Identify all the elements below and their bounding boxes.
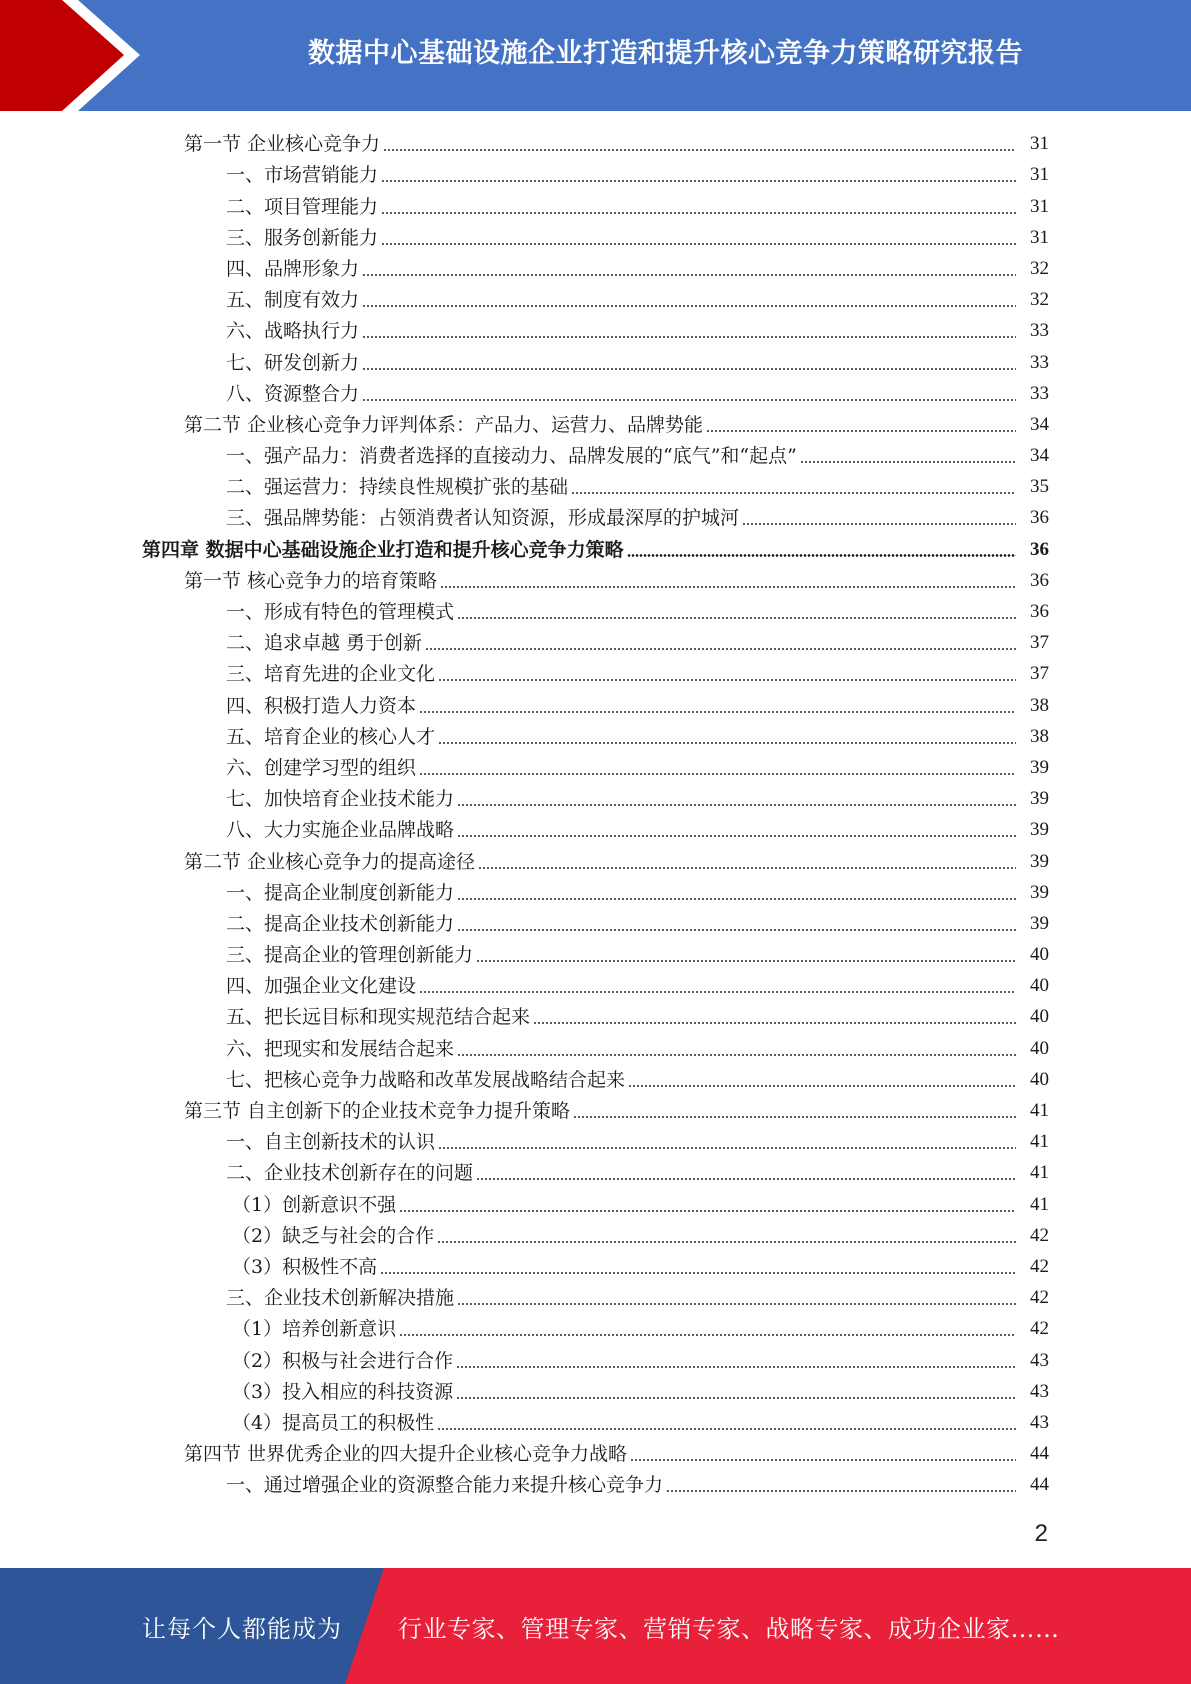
toc-entry-page: 44	[1030, 1443, 1049, 1465]
toc-entry[interactable]	[0, 408, 1191, 439]
toc-entry-title: 第三节 自主创新下的企业技术竞争力提升策略	[184, 1100, 571, 1122]
dot-leader	[628, 1085, 1016, 1087]
toc-entry-title: 三、企业技术创新解决措施	[226, 1287, 455, 1310]
dot-leader	[476, 960, 1016, 962]
report-title: 数据中心基础设施企业打造和提升核心竞争力策略研究报告	[308, 37, 1023, 69]
toc-entry-page: 44	[1030, 1474, 1049, 1496]
toc-entry-page: 41	[1030, 1193, 1049, 1215]
toc-entry[interactable]	[0, 1187, 1191, 1218]
toc-entry-page: 40	[1030, 1037, 1049, 1059]
toc-entry[interactable]	[0, 345, 1191, 376]
toc-entry-title: 二、企业技术创新存在的问题	[226, 1162, 474, 1185]
toc-entry-page: 40	[1030, 975, 1049, 997]
toc-entry-page: 31	[1030, 226, 1049, 248]
toc-entry[interactable]	[0, 813, 1191, 844]
toc-entry-title: 七、加快培育企业技术能力	[226, 788, 455, 811]
toc-entry-title: 五、把长远目标和现实规范结合起来	[226, 1006, 531, 1029]
toc-entry-page: 42	[1030, 1255, 1049, 1277]
toc-entry-page: 34	[1030, 413, 1049, 435]
toc-entry[interactable]	[0, 1281, 1191, 1312]
toc-entry-title: 一、形成有特色的管理模式	[226, 601, 455, 623]
toc-entry[interactable]	[0, 907, 1191, 938]
toc-entry[interactable]	[0, 470, 1191, 501]
toc-entry-page: 43	[1030, 1411, 1049, 1433]
dot-leader	[437, 1241, 1016, 1243]
toc-entry-title: 第一节 企业核心竞争力	[184, 133, 381, 156]
footer-slogan-left: 让每个人都能成为	[142, 1614, 342, 1643]
dot-leader	[362, 399, 1016, 401]
dot-leader	[438, 1147, 1016, 1149]
toc-entry-page: 33	[1030, 382, 1049, 404]
dot-leader	[362, 305, 1016, 307]
dot-leader	[438, 742, 1016, 744]
toc-entry-page: 32	[1030, 257, 1049, 279]
toc-entry-title: 四、品牌形象力	[226, 257, 360, 280]
toc-entry-page: 39	[1030, 756, 1049, 778]
footer-slogan-right: 行业专家、管理专家、营销专家、战略专家、成功企业家……	[398, 1614, 1060, 1643]
toc-entry-title: （1）培养创新意识	[232, 1318, 397, 1341]
toc-entry-title: 五、培育企业的核心人才	[226, 725, 436, 748]
toc-entry-page: 37	[1030, 663, 1049, 685]
toc-entry-title: 二、追求卓越 勇于创新	[226, 632, 423, 655]
toc-entry-title: 一、提高企业制度创新能力	[226, 881, 455, 904]
toc-entry[interactable]	[0, 969, 1191, 1000]
dot-leader	[399, 1210, 1016, 1212]
toc-entry-page: 42	[1030, 1224, 1049, 1246]
toc-entry-page: 41	[1030, 1131, 1049, 1153]
toc-entry-title: 四、加强企业文化建设	[226, 975, 417, 998]
dot-leader	[381, 180, 1016, 182]
toc-entry[interactable]	[0, 876, 1191, 907]
toc-entry-page: 31	[1030, 164, 1049, 186]
toc-entry-title: 一、自主创新技术的认识	[226, 1131, 436, 1154]
toc-entry[interactable]	[0, 377, 1191, 408]
toc-entry-title: 三、培育先进的企业文化	[226, 663, 436, 686]
toc-entry[interactable]	[0, 657, 1191, 688]
dot-leader	[383, 149, 1016, 151]
toc-entry-title: 一、强产品力：消费者选择的直接动力、品牌发展的“底气”和“起点”	[226, 445, 797, 468]
toc-entry[interactable]	[0, 564, 1191, 595]
toc-entry-page: 39	[1030, 881, 1049, 903]
toc-entry[interactable]	[0, 1031, 1191, 1062]
toc-entry[interactable]	[0, 158, 1191, 189]
toc-entry-title: 第二节 企业核心竞争力评判体系：产品力、运营力、品牌势能	[184, 413, 704, 436]
table-of-contents	[0, 127, 1191, 1499]
toc-entry-page: 33	[1030, 351, 1049, 373]
dot-leader	[362, 368, 1016, 370]
toc-entry[interactable]	[0, 532, 1191, 563]
toc-entry-page: 32	[1030, 289, 1049, 311]
dot-leader	[800, 461, 1016, 463]
toc-entry-title: 三、提高企业的管理创新能力	[226, 944, 474, 967]
toc-entry-title: 第四章 数据中心基础设施企业打造和提升核心竞争力策略	[142, 538, 624, 561]
dot-leader	[456, 1397, 1016, 1399]
toc-entry-title: 第四节 世界优秀企业的四大提升企业核心竞争力战略	[184, 1443, 628, 1466]
toc-entry-page: 41	[1030, 1100, 1049, 1121]
red-arrow-decoration	[0, 0, 160, 111]
toc-entry[interactable]	[0, 1219, 1191, 1250]
toc-entry-page: 36	[1030, 507, 1049, 529]
dot-leader	[380, 1272, 1016, 1274]
dot-leader	[457, 1303, 1016, 1305]
page-number: 2	[1034, 1520, 1048, 1547]
toc-entry[interactable]	[0, 1343, 1191, 1374]
dot-leader	[456, 1366, 1016, 1368]
toc-entry-page: 40	[1030, 944, 1049, 966]
report-header	[0, 0, 1191, 111]
dot-leader	[573, 1116, 1016, 1118]
toc-entry-title: 五、制度有效力	[226, 289, 360, 312]
toc-entry-title: 二、强运营力：持续良性规模扩张的基础	[226, 476, 569, 499]
toc-entry-title: （3）积极性不高	[232, 1255, 378, 1278]
dot-leader	[457, 1054, 1016, 1056]
dot-leader	[706, 430, 1016, 432]
toc-entry[interactable]	[0, 751, 1191, 782]
toc-entry[interactable]	[0, 283, 1191, 314]
toc-entry-title: 六、创建学习型的组织	[226, 756, 417, 779]
dot-leader	[437, 1428, 1016, 1430]
dot-leader	[630, 1459, 1016, 1461]
dot-leader	[533, 1022, 1016, 1024]
dot-leader	[457, 929, 1016, 931]
dot-leader	[742, 523, 1016, 525]
toc-entry-page: 39	[1030, 912, 1049, 934]
toc-entry[interactable]	[0, 501, 1191, 532]
toc-entry[interactable]	[0, 688, 1191, 719]
dot-leader	[438, 679, 1016, 681]
dot-leader	[419, 773, 1016, 775]
toc-entry-title: 三、服务创新能力	[226, 226, 379, 249]
toc-entry[interactable]	[0, 189, 1191, 220]
toc-entry-title: 四、积极打造人力资本	[226, 694, 417, 717]
toc-entry-title: （3）投入相应的科技资源	[232, 1380, 454, 1403]
toc-entry-title: 第一节 核心竞争力的培育策略	[184, 569, 438, 592]
toc-entry-page: 36	[1030, 569, 1049, 591]
footer-banner	[0, 1568, 1191, 1684]
dot-leader	[362, 274, 1016, 276]
toc-entry-page: 42	[1030, 1287, 1049, 1309]
dot-leader	[457, 835, 1016, 837]
toc-entry-page: 43	[1030, 1380, 1049, 1402]
toc-entry-page: 35	[1030, 476, 1049, 498]
toc-entry-title: 三、强品牌势能：占领消费者认知资源，形成最深厚的护城河	[226, 507, 740, 530]
dot-leader	[381, 212, 1016, 214]
toc-entry[interactable]	[0, 1468, 1191, 1499]
toc-entry[interactable]	[0, 1094, 1191, 1125]
toc-entry-title: 二、项目管理能力	[226, 195, 379, 218]
toc-entry[interactable]	[0, 782, 1191, 813]
dot-leader	[425, 648, 1016, 650]
toc-entry-page: 33	[1030, 320, 1049, 342]
toc-entry[interactable]	[0, 1250, 1191, 1281]
toc-entry[interactable]	[0, 626, 1191, 657]
toc-entry-page: 38	[1030, 694, 1049, 716]
toc-entry[interactable]	[0, 1406, 1191, 1437]
toc-entry-title: （2）积极与社会进行合作	[232, 1349, 454, 1372]
dot-leader	[478, 867, 1016, 869]
toc-entry-page: 36	[1030, 538, 1049, 560]
toc-entry-title: 六、把现实和发展结合起来	[226, 1037, 455, 1060]
toc-entry-title: （4）提高员工的积极性	[232, 1411, 435, 1434]
toc-entry-title: 八、大力实施企业品牌战略	[226, 819, 455, 842]
toc-entry-page: 41	[1030, 1162, 1049, 1184]
dot-leader	[666, 1490, 1016, 1492]
dot-leader	[457, 898, 1016, 900]
dot-leader	[419, 711, 1016, 713]
dot-leader	[419, 991, 1016, 993]
toc-entry[interactable]	[0, 127, 1191, 158]
toc-entry-title: 一、通过增强企业的资源整合能力来提升核心竞争力	[226, 1474, 664, 1497]
dot-leader	[457, 617, 1016, 619]
toc-entry[interactable]	[0, 938, 1191, 969]
toc-entry-page: 40	[1030, 1006, 1049, 1028]
toc-entry-title: 八、资源整合力	[226, 382, 360, 405]
toc-entry-title: 第二节 企业核心竞争力的提高途径	[184, 850, 476, 873]
toc-entry[interactable]	[0, 439, 1191, 470]
toc-entry-title: 七、研发创新力	[226, 351, 360, 374]
toc-entry-page: 43	[1030, 1349, 1049, 1371]
toc-entry[interactable]	[0, 221, 1191, 252]
toc-entry-title: 六、战略执行力	[226, 320, 360, 343]
dot-leader	[571, 492, 1016, 494]
toc-entry[interactable]	[0, 1156, 1191, 1187]
toc-entry[interactable]	[0, 1437, 1191, 1468]
toc-entry-page: 39	[1030, 819, 1049, 841]
dot-leader	[362, 336, 1016, 338]
dot-leader	[399, 1334, 1016, 1336]
toc-entry-page: 36	[1030, 601, 1049, 622]
toc-entry-title: 二、提高企业技术创新能力	[226, 912, 455, 935]
toc-entry-page: 39	[1030, 788, 1049, 810]
toc-entry[interactable]	[0, 720, 1191, 751]
toc-entry[interactable]	[0, 1000, 1191, 1031]
dot-leader	[457, 804, 1016, 806]
toc-entry[interactable]	[0, 844, 1191, 875]
toc-entry[interactable]	[0, 252, 1191, 283]
toc-entry-title: 一、市场营销能力	[226, 164, 379, 187]
toc-entry-page: 31	[1030, 133, 1049, 155]
toc-entry[interactable]	[0, 314, 1191, 345]
toc-entry-page: 42	[1030, 1318, 1049, 1340]
toc-entry-page: 31	[1030, 195, 1049, 217]
toc-entry-title: （1）创新意识不强	[232, 1193, 397, 1216]
toc-entry[interactable]	[0, 1375, 1191, 1406]
toc-entry[interactable]	[0, 1125, 1191, 1156]
dot-leader	[476, 1178, 1016, 1180]
toc-entry-page: 37	[1030, 632, 1049, 654]
toc-entry-page: 38	[1030, 725, 1049, 747]
toc-entry-page: 40	[1030, 1068, 1049, 1090]
dot-leader	[381, 243, 1016, 245]
dot-leader	[440, 586, 1016, 588]
toc-entry-title: 七、把核心竞争力战略和改革发展战略结合起来	[226, 1068, 626, 1091]
toc-entry[interactable]	[0, 1312, 1191, 1343]
dot-leader	[627, 554, 1016, 557]
toc-entry-title: （2）缺乏与社会的合作	[232, 1224, 435, 1247]
toc-entry[interactable]	[0, 595, 1191, 626]
toc-entry[interactable]	[0, 1063, 1191, 1094]
toc-entry-page: 34	[1030, 445, 1049, 467]
toc-entry-page: 39	[1030, 850, 1049, 872]
